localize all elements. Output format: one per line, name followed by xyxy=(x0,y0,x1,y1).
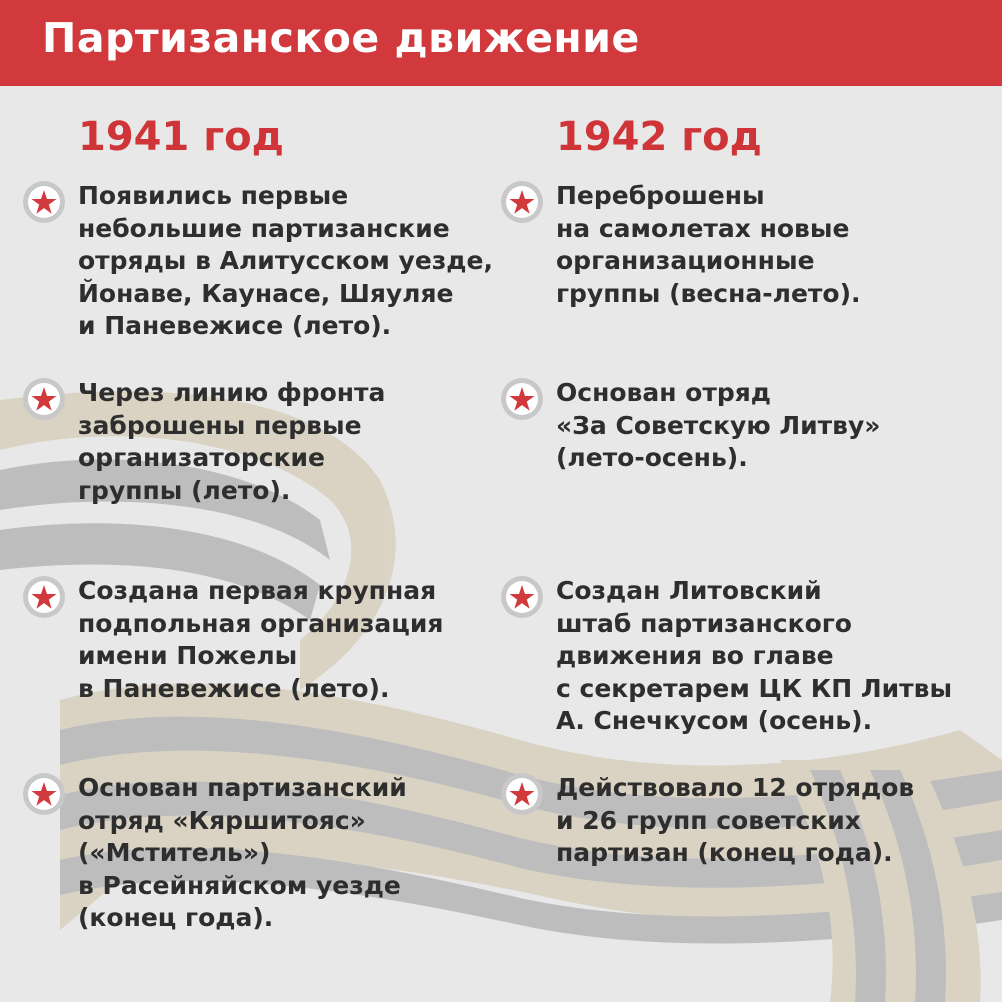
item-text: Переброшены на самолетах новые организационные группы (весна-лето). xyxy=(556,181,861,308)
item-text: Через линию фронта заброшены первые организаторские группы (лето). xyxy=(78,378,386,505)
star-icon xyxy=(500,377,544,421)
star-icon xyxy=(22,772,66,816)
column-1941 xyxy=(22,112,493,932)
item-text: Создана первая крупная подпольная организация имени Пожелы в Паневежисе (лето). xyxy=(78,576,444,703)
item-text: Появились первые небольшие партизанские отряды в Алитусском уезде, Йонаве, Каунасе, Шяуляе и Паневежисе (лето). xyxy=(78,181,493,340)
item-text: Основан партизанский отряд «Кяршитояс» («Мститель») в Расейняйском уезде (конец года). xyxy=(78,773,407,932)
star-icon xyxy=(500,772,544,816)
header-bar xyxy=(0,0,1002,86)
item-text: Создан Литовский штаб партизанского движения во главе с секретарем ЦК КП Литвы А. Снечкусом (осень). xyxy=(556,576,953,735)
star-icon xyxy=(22,180,66,224)
column-1942 xyxy=(500,112,953,867)
star-icon xyxy=(22,377,66,421)
star-icon xyxy=(500,575,544,619)
year-heading: 1942 год xyxy=(556,114,762,160)
item-text: Основан отряд «За Советскую Литву» (лето-осень). xyxy=(556,378,881,472)
page-title: Партизанское движение xyxy=(42,14,640,62)
star-icon xyxy=(22,575,66,619)
year-heading: 1941 год xyxy=(78,114,284,160)
star-icon xyxy=(500,180,544,224)
item-text: Действовало 12 отрядов и 26 групп советских партизан (конец года). xyxy=(556,773,915,867)
